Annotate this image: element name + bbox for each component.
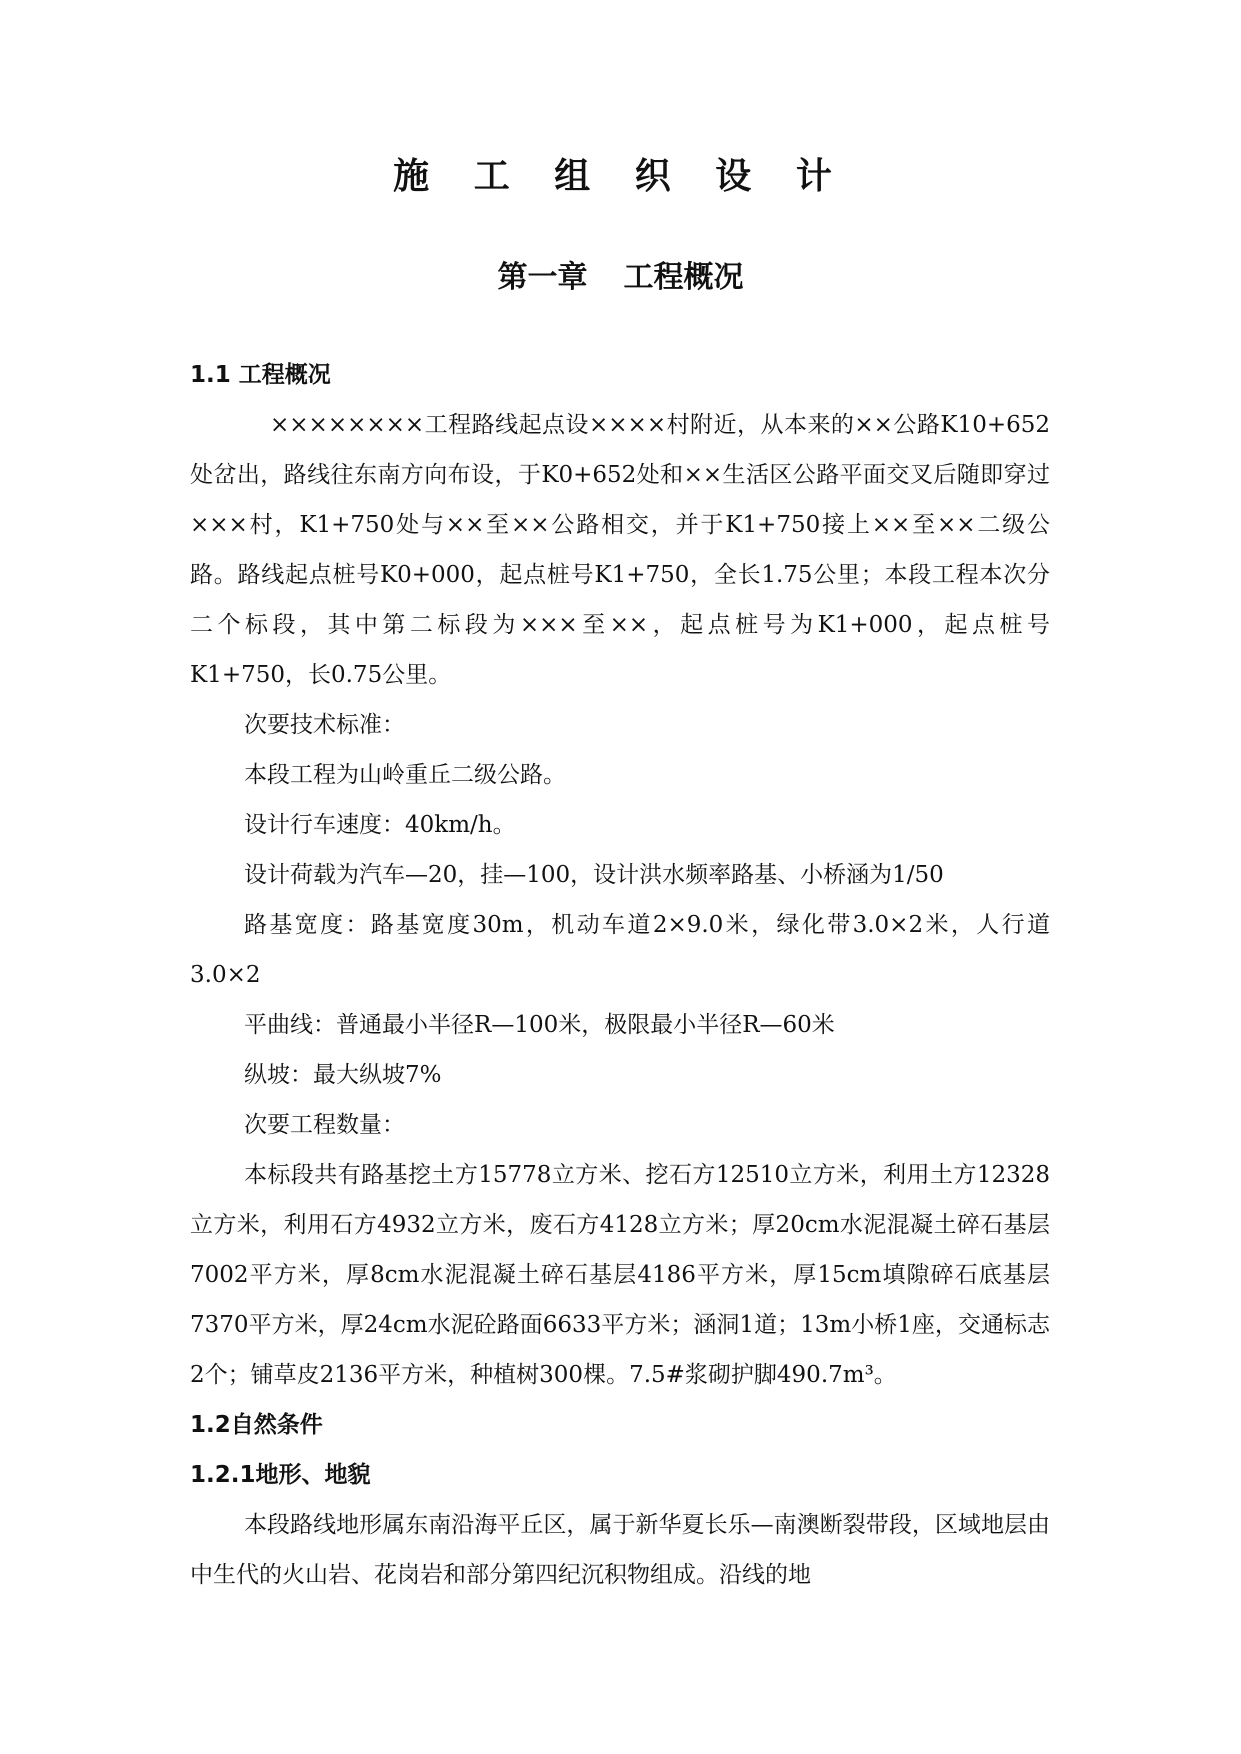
section-heading-1-2: 1.2自然条件 [190, 1412, 323, 1438]
tech-item-load: 设计荷载为汽车—20，挂—100，设计洪水频率路基、小桥涵为1/50 [244, 862, 944, 888]
chapter-heading [0, 252, 1241, 296]
terrain-paragraph: 本段路线地形属东南沿海平丘区，属于新华夏长乐—南澳断裂带段，区域地层由中生代的火山岩、花岗岩和部分第四纪沉积物组成。沿线的地 [190, 1512, 1050, 1588]
chapter-number: 第一章 [497, 260, 588, 295]
tech-item-speed: 设计行车速度：40km/h。 [244, 812, 516, 838]
quantity-label: 次要工程数量： [244, 1112, 405, 1138]
section-heading-1-2-1: 1.2.1地形、地貌 [190, 1462, 371, 1488]
project-overview-paragraph: ××××××××工程路线起点设××××村附近，从本来的××公路K10+652处岔出，路线往东南方向布设，于K0+652处和××生活区公路平面交叉后随即穿过×××村，K1+750处与××至××公路相交，并于K1+750接上××至××二级公路。路线起点桩号K0+000，起点桩号K1+750，全长1.75公里；本段工程本次分二个标段，其中第二标段为×××至××，起点桩号为K1+000，起点桩号K1+750，长0.75公里。 [190, 412, 1050, 688]
chapter-name: 工程概况 [623, 260, 744, 295]
quantity-paragraph: 本标段共有路基挖土方15778立方米、挖石方12510立方米，利用土方12328立方米，利用石方4932立方米，废石方4128立方米；厚20cm水泥混凝土碎石基层7002平方米，厚8cm水泥混凝土碎石基层4186平方米，厚15cm填隙碎石底基层7370平方米，厚24cm水泥砼路面6633平方米；涵洞1道；13m小桥1座，交通标志2个；铺草皮2136平方米，种植树300棵。7.5#浆砌护脚490.7m³。 [190, 1162, 1050, 1388]
tech-item-curve: 平曲线：普通最小半径R—100米，极限最小半径R—60米 [244, 1012, 835, 1038]
tech-item-width: 路基宽度：路基宽度30m，机动车道2×9.0米，绿化带3.0×2米，人行道3.0×2 [190, 912, 1050, 988]
tech-standard-label: 次要技术标准： [244, 712, 405, 738]
section-heading-1-1: 1.1 工程概况 [190, 362, 331, 388]
document-body [190, 350, 1050, 1600]
tech-item-grade: 本段工程为山岭重丘二级公路。 [244, 762, 566, 788]
document-title: 施 工 组 织 设 计 [393, 156, 848, 197]
tech-item-slope: 纵坡：最大纵坡7% [244, 1062, 442, 1088]
